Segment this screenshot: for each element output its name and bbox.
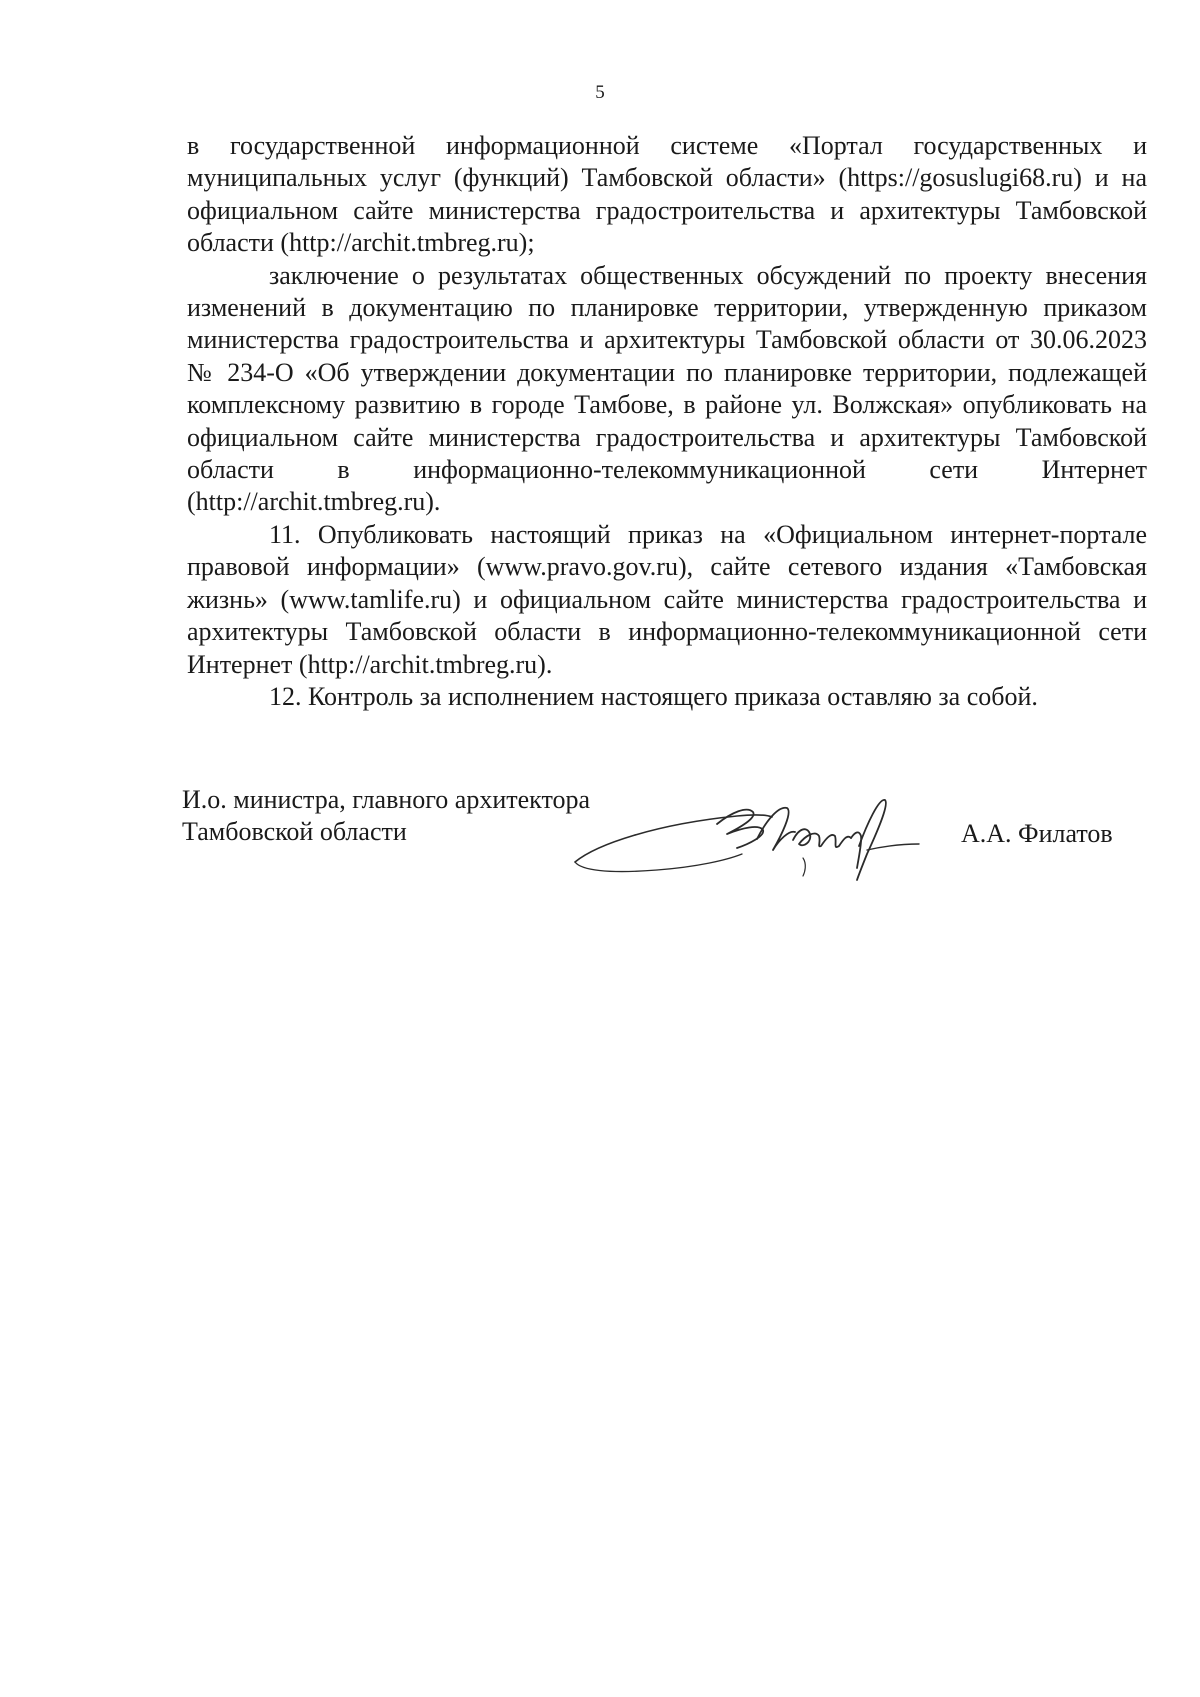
paragraph-conclusion: заключение о результатах общественных обсуждений по проекту внесения изменений в документацию по планировке территории, утвержденную приказом министерства градостроительства и архитектуры Тамбовской области от 30.06.2023 № 234-О «Об утверждении документации по планировке территории, подлежащей комплексному развитию в городе Тамбове, в районе ул. Волжская» опубликовать на официальном сайте министерства градостроительства и архитектуры Тамбовской области в информационно-телекоммуникационной сети Интернет (http://archit.tmbreg.ru).	[187, 260, 1147, 517]
signature-block	[182, 784, 1142, 894]
handwritten-signature-icon	[567, 784, 927, 884]
page-number: 5	[595, 82, 605, 103]
signatory-position-line2: Тамбовской области	[182, 817, 407, 846]
signatory-position-line1: И.о. министра, главного архитектора	[182, 785, 591, 814]
signatory-position	[182, 784, 590, 848]
signatory-name: А.А. Филатов	[961, 819, 1113, 848]
document-body	[187, 130, 1147, 713]
paragraph-publication-portal: в государственной информационной системе «Портал государственных и муниципальных услуг (функций) Тамбовской области» (https://gosuslugi68.ru) и на официальном сайте министерства градостроительства и архитектуры Тамбовской области (http://archit.tmbreg.ru);	[187, 131, 1147, 258]
paragraph-item-11: 11. Опубликовать настоящий приказ на «Официальном интернет-портале правовой информации» (www.pravo.gov.ru), сайте сетевого издания «Тамбовская жизнь» (www.tamlife.ru) и официальном сайте министерства градостроительства и архитектуры Тамбовской области в информационно-телекоммуникационной сети Интернет (http://archit.tmbreg.ru).	[187, 519, 1147, 679]
paragraph-item-12: 12. Контроль за исполнением настоящего приказа оставляю за собой.	[269, 681, 1038, 711]
